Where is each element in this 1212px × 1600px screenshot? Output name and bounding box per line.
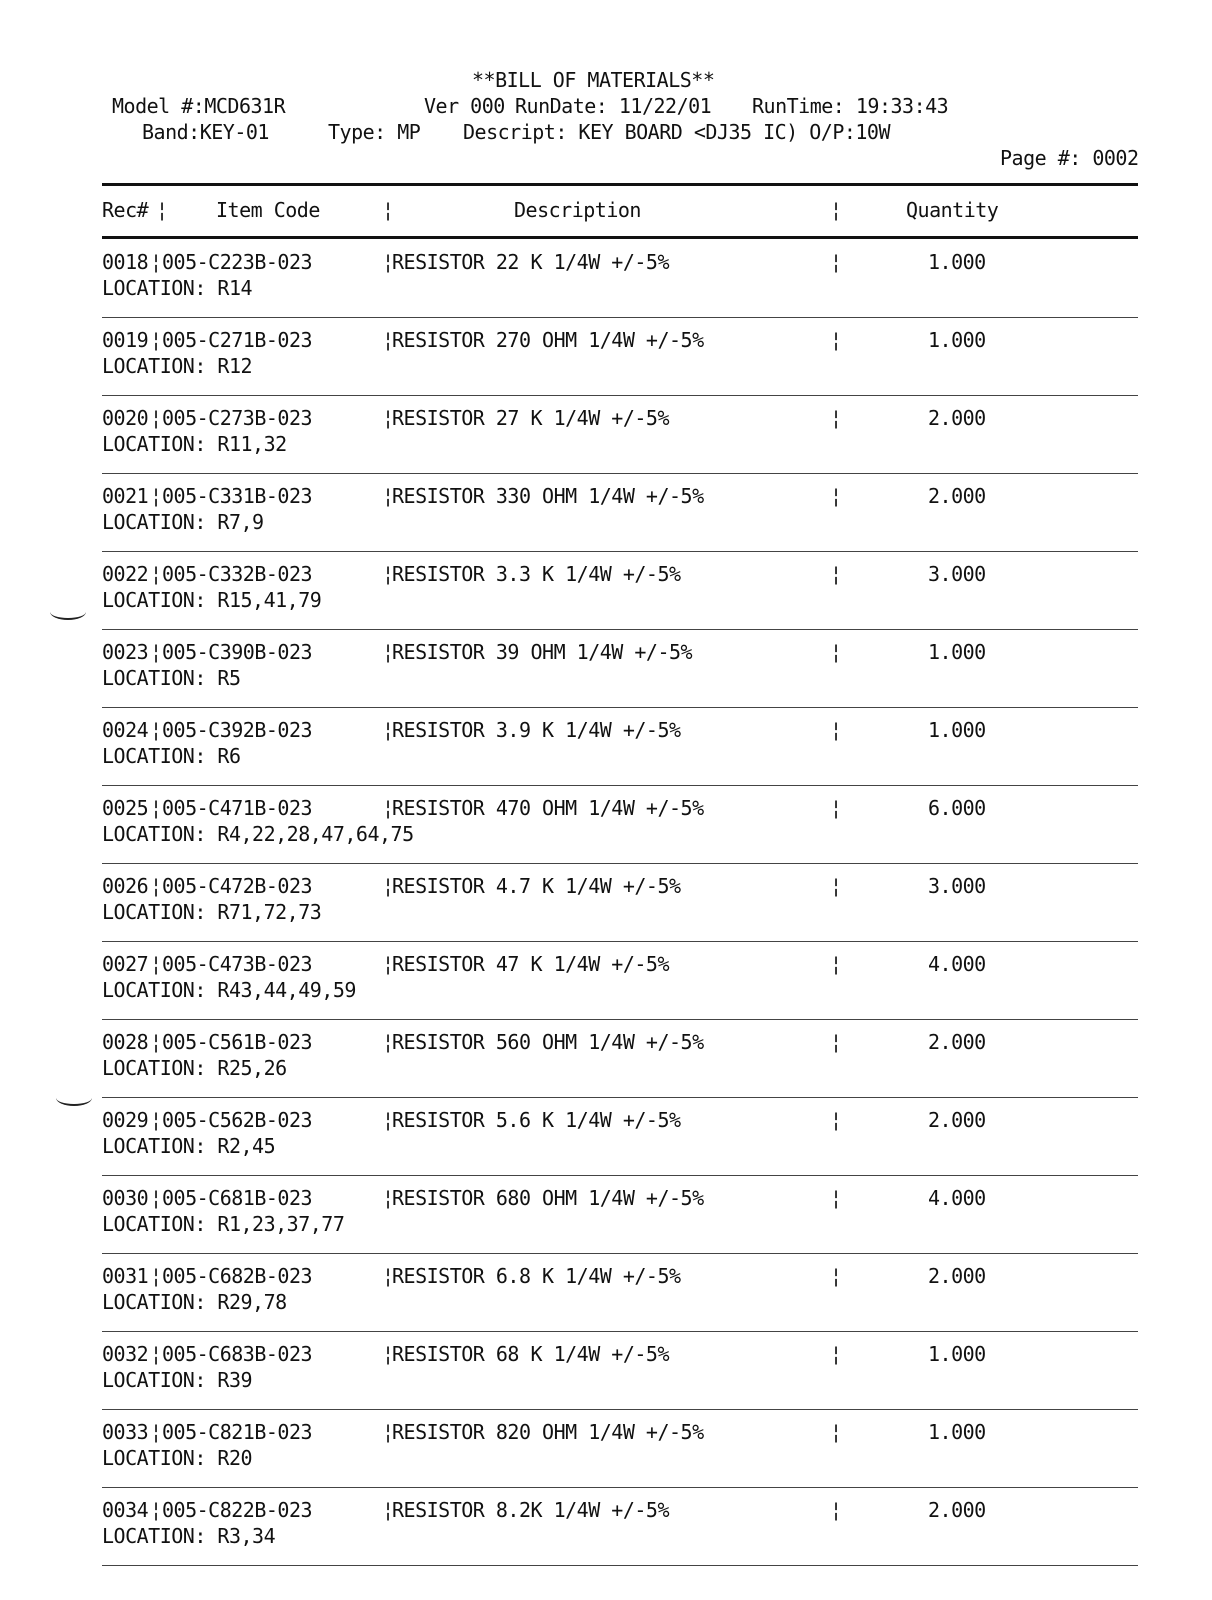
column-separator: ¦: [150, 250, 162, 274]
col-sep-3: ¦: [830, 198, 842, 222]
column-separator: ¦: [830, 1420, 842, 1444]
item-quantity: 1.000: [928, 1420, 986, 1444]
item-code: 005-C683B-023: [162, 1342, 313, 1366]
column-separator: ¦: [382, 874, 394, 898]
table-row: [0, 942, 1212, 1020]
item-code: 005-C822B-023: [162, 1498, 313, 1522]
table-row: [0, 474, 1212, 552]
item-code: 005-C273B-023: [162, 406, 313, 430]
item-description: RESISTOR 560 OHM 1/4W +/-5%: [392, 1030, 704, 1054]
item-quantity: 1.000: [928, 1342, 986, 1366]
item-code: 005-C562B-023: [162, 1108, 313, 1132]
rec-number: 0019: [102, 328, 149, 352]
item-location: LOCATION: R6: [102, 744, 241, 768]
column-separator: ¦: [382, 406, 394, 430]
rec-number: 0034: [102, 1498, 149, 1522]
description-header: Descript: KEY BOARD <DJ35 IC) O/P:10W: [463, 120, 891, 144]
table-row: [0, 630, 1212, 708]
run-date: RunDate: 11/22/01: [515, 94, 712, 118]
column-separator: ¦: [150, 640, 162, 664]
column-separator: ¦: [150, 406, 162, 430]
column-separator: ¦: [150, 718, 162, 742]
item-code: 005-C471B-023: [162, 796, 313, 820]
item-quantity: 3.000: [928, 562, 986, 586]
column-separator: ¦: [382, 1108, 394, 1132]
rec-number: 0026: [102, 874, 149, 898]
item-location: LOCATION: R71,72,73: [102, 900, 322, 924]
item-location: LOCATION: R14: [102, 276, 253, 300]
rec-number: 0030: [102, 1186, 149, 1210]
column-separator: ¦: [382, 562, 394, 586]
table-row: [0, 1488, 1212, 1566]
page-number: Page #: 0002: [1000, 146, 1139, 170]
item-quantity: 1.000: [928, 250, 986, 274]
version: Ver 000: [424, 94, 505, 118]
table-row: [0, 786, 1212, 864]
column-separator: ¦: [830, 328, 842, 352]
item-description: RESISTOR 68 K 1/4W +/-5%: [392, 1342, 669, 1366]
item-quantity: 2.000: [928, 484, 986, 508]
rec-number: 0031: [102, 1264, 149, 1288]
item-code: 005-C271B-023: [162, 328, 313, 352]
item-location: LOCATION: R25,26: [102, 1056, 287, 1080]
item-code: 005-C331B-023: [162, 484, 313, 508]
table-row: [0, 396, 1212, 474]
rec-number: 0033: [102, 1420, 149, 1444]
item-code: 005-C561B-023: [162, 1030, 313, 1054]
column-separator: ¦: [150, 1342, 162, 1366]
item-description: RESISTOR 270 OHM 1/4W +/-5%: [392, 328, 704, 352]
column-separator: ¦: [382, 1264, 394, 1288]
item-location: LOCATION: R20: [102, 1446, 253, 1470]
item-code: 005-C473B-023: [162, 952, 313, 976]
rec-number: 0018: [102, 250, 149, 274]
column-separator: ¦: [830, 1186, 842, 1210]
column-separator: ¦: [382, 1498, 394, 1522]
table-row: [0, 240, 1212, 318]
item-location: LOCATION: R29,78: [102, 1290, 287, 1314]
item-code: 005-C681B-023: [162, 1186, 313, 1210]
column-separator: ¦: [830, 718, 842, 742]
model-number: Model #:MCD631R: [112, 94, 286, 118]
item-description: RESISTOR 3.9 K 1/4W +/-5%: [392, 718, 681, 742]
band: Band:KEY-01: [142, 120, 269, 144]
item-quantity: 6.000: [928, 796, 986, 820]
column-separator: ¦: [830, 250, 842, 274]
item-code: 005-C223B-023: [162, 250, 313, 274]
item-description: RESISTOR 27 K 1/4W +/-5%: [392, 406, 669, 430]
column-separator: ¦: [382, 796, 394, 820]
item-code: 005-C472B-023: [162, 874, 313, 898]
margin-mark: [56, 1090, 92, 1106]
item-quantity: 2.000: [928, 1498, 986, 1522]
item-quantity: 2.000: [928, 1264, 986, 1288]
column-separator: ¦: [382, 952, 394, 976]
item-location: LOCATION: R11,32: [102, 432, 287, 456]
item-description: RESISTOR 8.2K 1/4W +/-5%: [392, 1498, 669, 1522]
column-separator: ¦: [830, 1342, 842, 1366]
item-location: LOCATION: R43,44,49,59: [102, 978, 356, 1002]
item-location: LOCATION: R2,45: [102, 1134, 276, 1158]
item-code: 005-C390B-023: [162, 640, 313, 664]
rec-number: 0032: [102, 1342, 149, 1366]
table-row: [0, 708, 1212, 786]
item-description: RESISTOR 47 K 1/4W +/-5%: [392, 952, 669, 976]
column-separator: ¦: [830, 1030, 842, 1054]
item-code: 005-C392B-023: [162, 718, 313, 742]
column-separator: ¦: [830, 640, 842, 664]
table-row: [0, 552, 1212, 630]
item-description: RESISTOR 4.7 K 1/4W +/-5%: [392, 874, 681, 898]
column-separator: ¦: [382, 1342, 394, 1366]
rec-number: 0029: [102, 1108, 149, 1132]
item-description: RESISTOR 680 OHM 1/4W +/-5%: [392, 1186, 704, 1210]
column-separator: ¦: [150, 562, 162, 586]
column-separator: ¦: [150, 1264, 162, 1288]
item-location: LOCATION: R5: [102, 666, 241, 690]
column-separator: ¦: [830, 1264, 842, 1288]
rec-number: 0022: [102, 562, 149, 586]
table-row: [0, 1410, 1212, 1488]
table-row: [0, 1098, 1212, 1176]
column-separator: ¦: [830, 1108, 842, 1132]
column-separator: ¦: [830, 562, 842, 586]
rec-number: 0021: [102, 484, 149, 508]
rec-number: 0028: [102, 1030, 149, 1054]
item-quantity: 3.000: [928, 874, 986, 898]
item-description: RESISTOR 820 OHM 1/4W +/-5%: [392, 1420, 704, 1444]
item-location: LOCATION: R7,9: [102, 510, 264, 534]
column-separator: ¦: [150, 1420, 162, 1444]
column-separator: ¦: [150, 1498, 162, 1522]
margin-mark: [50, 604, 86, 620]
rec-number: 0027: [102, 952, 149, 976]
column-separator: ¦: [150, 952, 162, 976]
type: Type: MP: [328, 120, 421, 144]
item-quantity: 1.000: [928, 328, 986, 352]
item-description: RESISTOR 330 OHM 1/4W +/-5%: [392, 484, 704, 508]
table-row: [0, 864, 1212, 942]
item-quantity: 1.000: [928, 640, 986, 664]
column-separator: ¦: [150, 874, 162, 898]
item-description: RESISTOR 22 K 1/4W +/-5%: [392, 250, 669, 274]
bom-rows: [0, 240, 1212, 1566]
header-rule-top: [102, 183, 1138, 186]
column-separator: ¦: [150, 1186, 162, 1210]
column-separator: ¦: [382, 718, 394, 742]
column-separator: ¦: [382, 328, 394, 352]
column-separator: ¦: [150, 484, 162, 508]
item-code: 005-C682B-023: [162, 1264, 313, 1288]
rec-number: 0020: [102, 406, 149, 430]
table-row: [0, 1254, 1212, 1332]
item-code: 005-C332B-023: [162, 562, 313, 586]
item-description: RESISTOR 3.3 K 1/4W +/-5%: [392, 562, 681, 586]
rec-number: 0025: [102, 796, 149, 820]
item-quantity: 4.000: [928, 952, 986, 976]
col-item-code: Item Code: [216, 198, 320, 222]
item-quantity: 2.000: [928, 1030, 986, 1054]
column-separator: ¦: [830, 1498, 842, 1522]
column-separator: ¦: [150, 1108, 162, 1132]
column-separator: ¦: [830, 796, 842, 820]
run-time: RunTime: 19:33:43: [752, 94, 949, 118]
column-separator: ¦: [150, 1030, 162, 1054]
rec-number: 0024: [102, 718, 149, 742]
item-quantity: 1.000: [928, 718, 986, 742]
item-description: RESISTOR 39 OHM 1/4W +/-5%: [392, 640, 693, 664]
column-separator: ¦: [382, 250, 394, 274]
item-description: RESISTOR 5.6 K 1/4W +/-5%: [392, 1108, 681, 1132]
col-sep-2: ¦: [382, 198, 394, 222]
item-quantity: 2.000: [928, 406, 986, 430]
column-separator: ¦: [382, 1420, 394, 1444]
col-rec: Rec#: [102, 198, 149, 222]
column-separator: ¦: [382, 484, 394, 508]
table-row: [0, 318, 1212, 396]
header-rule-bottom: [102, 236, 1138, 239]
item-code: 005-C821B-023: [162, 1420, 313, 1444]
table-row: [0, 1176, 1212, 1254]
item-location: LOCATION: R12: [102, 354, 253, 378]
column-separator: ¦: [150, 328, 162, 352]
rec-number: 0023: [102, 640, 149, 664]
table-row: [0, 1020, 1212, 1098]
item-quantity: 4.000: [928, 1186, 986, 1210]
item-location: LOCATION: R15,41,79: [102, 588, 322, 612]
column-separator: ¦: [830, 484, 842, 508]
column-separator: ¦: [830, 874, 842, 898]
report-title: **BILL OF MATERIALS**: [472, 68, 715, 92]
table-row: [0, 1332, 1212, 1410]
col-description: Description: [514, 198, 641, 222]
item-location: LOCATION: R4,22,28,47,64,75: [102, 822, 414, 846]
item-quantity: 2.000: [928, 1108, 986, 1132]
column-separator: ¦: [830, 952, 842, 976]
column-separator: ¦: [382, 1186, 394, 1210]
column-separator: ¦: [382, 640, 394, 664]
item-location: LOCATION: R39: [102, 1368, 253, 1392]
col-sep-1: ¦: [156, 198, 168, 222]
item-description: RESISTOR 470 OHM 1/4W +/-5%: [392, 796, 704, 820]
item-description: RESISTOR 6.8 K 1/4W +/-5%: [392, 1264, 681, 1288]
item-location: LOCATION: R3,34: [102, 1524, 276, 1548]
item-location: LOCATION: R1,23,37,77: [102, 1212, 345, 1236]
col-quantity: Quantity: [906, 198, 999, 222]
row-divider: [102, 1565, 1138, 1566]
column-separator: ¦: [830, 406, 842, 430]
column-separator: ¦: [382, 1030, 394, 1054]
column-separator: ¦: [150, 796, 162, 820]
